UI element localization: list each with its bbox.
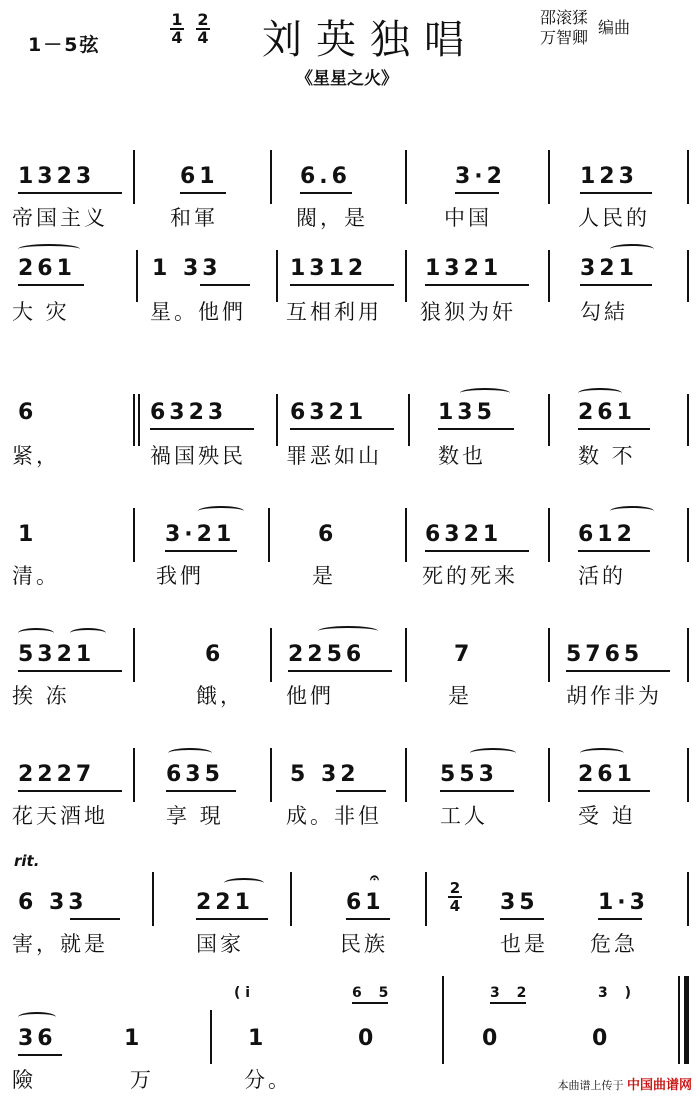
bar-line	[687, 394, 689, 446]
bar-line	[268, 508, 270, 562]
lyric: 数也	[438, 444, 486, 468]
measure-notes: 612	[578, 522, 636, 547]
subtitle: 《星星之火》	[296, 69, 398, 89]
bar-line	[270, 150, 272, 204]
watermark-brand: 中国曲谱网	[626, 1078, 692, 1093]
measure-notes: 0	[592, 1026, 612, 1051]
slur	[470, 748, 516, 758]
bar-line	[687, 250, 689, 302]
beam	[18, 284, 84, 286]
lyric: 中国	[444, 206, 492, 230]
lyric: 餓，	[196, 684, 244, 708]
accompaniment-notes: 3 2	[490, 985, 533, 1001]
slur	[70, 628, 106, 638]
lyric: 国家	[196, 932, 244, 956]
measure-notes: 1	[248, 1026, 268, 1051]
bar-line	[133, 394, 135, 446]
lyric: 挨 冻	[12, 684, 70, 708]
beam	[290, 428, 394, 430]
measure-notes: 1	[124, 1026, 144, 1051]
beam	[580, 192, 652, 194]
slur	[610, 506, 654, 516]
bar-line	[548, 748, 550, 802]
beam	[578, 790, 650, 792]
beam	[336, 790, 386, 792]
lyric: 民族	[340, 932, 388, 956]
slur	[18, 1012, 56, 1022]
arranger-credit: 编曲	[598, 18, 631, 37]
measure-notes: 123	[580, 164, 638, 189]
measure-notes: 3·2	[455, 164, 506, 189]
time-signature-change: $\frac{2}{4}$	[449, 879, 461, 915]
measure-notes: 1323	[18, 164, 96, 189]
slur	[18, 244, 80, 254]
bar-line	[133, 628, 135, 682]
beam	[288, 670, 392, 672]
lyric: 享 現	[166, 804, 224, 828]
measure-notes: 1321	[425, 256, 503, 281]
lyric: 危急	[590, 932, 638, 956]
lyric: 閥，是	[296, 206, 368, 230]
final-bar-thin	[678, 976, 680, 1064]
lyric: 紧，	[12, 444, 60, 468]
beam	[580, 284, 652, 286]
measure-notes: 6	[318, 522, 338, 547]
measure-notes: 36	[18, 1026, 57, 1051]
beam	[500, 918, 544, 920]
beam	[290, 284, 394, 286]
measure-notes: 2227	[18, 762, 96, 787]
measure-notes: 221	[196, 890, 254, 915]
beam	[346, 918, 390, 920]
beam	[180, 192, 226, 194]
bar-line	[133, 508, 135, 562]
lyric: 人民的	[578, 206, 650, 230]
bar-line	[442, 976, 444, 1064]
bar-line	[425, 872, 427, 926]
bar-line	[405, 150, 407, 204]
bar-line	[133, 748, 135, 802]
lyric: 也是	[500, 932, 548, 956]
slur	[224, 878, 264, 888]
beam	[300, 192, 352, 194]
time-signature-2: $\frac{2}{4}$	[197, 10, 209, 47]
measure-notes: 135	[438, 400, 496, 425]
bar-line	[270, 748, 272, 802]
lyric: 死的死来	[422, 564, 518, 588]
lyric: 星。他們	[150, 300, 246, 324]
lyric: 險	[12, 1068, 36, 1092]
lyric: 花天酒地	[12, 804, 108, 828]
slur	[610, 244, 654, 254]
bar-line	[276, 394, 278, 446]
measure-notes: 1·3	[598, 890, 649, 915]
accompaniment-notes: 6 5	[352, 985, 395, 1001]
beam	[438, 428, 514, 430]
measure-notes: 0	[358, 1026, 378, 1051]
lyric: 和軍	[170, 206, 218, 230]
bar-line	[548, 508, 550, 562]
measure-notes: 6.6	[300, 164, 351, 189]
bar-line	[270, 628, 272, 682]
slur	[318, 626, 378, 636]
lyric: 勾結	[580, 300, 628, 324]
bar-line	[405, 250, 407, 302]
lyric: 害，就是	[12, 932, 108, 956]
watermark-text: 本曲谱上传于	[557, 1079, 624, 1092]
bar-line	[405, 508, 407, 562]
measure-notes: 2256	[288, 642, 366, 667]
measure-notes: 6	[205, 642, 225, 667]
lyric: 是	[448, 684, 472, 708]
bar-line	[548, 628, 550, 682]
bar-line	[290, 872, 292, 926]
lyric: 他們	[286, 684, 334, 708]
bar-line	[405, 628, 407, 682]
bar-line	[548, 250, 550, 302]
lyric: 禍国殃民	[150, 444, 246, 468]
measure-notes: 61	[180, 164, 219, 189]
beam	[352, 1002, 388, 1004]
measure-notes: 7	[454, 642, 474, 667]
final-bar-thick	[684, 976, 689, 1064]
accompaniment-notes: 3 )	[598, 985, 638, 1001]
beam	[425, 550, 529, 552]
measure-notes: 261	[578, 762, 636, 787]
measure-notes: 5765	[566, 642, 644, 667]
measure-notes: 5 32	[290, 762, 360, 787]
measure-notes: 61	[346, 890, 385, 915]
lyric: 胡作非为	[566, 684, 662, 708]
measure-notes: 0	[482, 1026, 502, 1051]
lyric: 罪恶如山	[286, 444, 382, 468]
key-signature: 1－5弦	[28, 34, 101, 56]
beam	[18, 1054, 62, 1056]
beam	[200, 284, 250, 286]
lyric: 受 迫	[578, 804, 636, 828]
bar-line	[405, 748, 407, 802]
measure-notes: 6 33	[18, 890, 88, 915]
lyric: 狼狈为奸	[420, 300, 516, 324]
bar-line	[687, 508, 689, 562]
bar-line	[133, 150, 135, 204]
measure-notes: 321	[580, 256, 638, 281]
time-signature-1: $\frac{1}{4}$	[171, 10, 183, 47]
measure-notes: 6	[18, 400, 38, 425]
lyric: 工人	[440, 804, 488, 828]
beam	[165, 550, 237, 552]
beam	[18, 192, 122, 194]
measure-notes: 1 33	[152, 256, 222, 281]
slur	[460, 388, 510, 398]
measure-notes: 3·21	[165, 522, 236, 547]
bar-line	[136, 250, 138, 302]
beam	[578, 550, 650, 552]
fermata-icon: 𝄐	[370, 868, 379, 887]
bar-line	[210, 1010, 212, 1064]
slur	[580, 748, 624, 758]
lyric: 清。	[12, 564, 60, 588]
measure-notes: 1312	[290, 256, 368, 281]
beam	[598, 918, 642, 920]
watermark	[557, 1074, 692, 1093]
bar-line	[138, 394, 140, 446]
ritardando-marking: rit.	[14, 852, 40, 870]
measure-notes: 261	[578, 400, 636, 425]
lyric: 是	[312, 564, 336, 588]
lyric: 分。	[244, 1068, 292, 1092]
bar-line	[408, 394, 410, 446]
measure-notes: 35	[500, 890, 539, 915]
accompaniment-notes: ( i	[234, 985, 251, 1001]
beam	[150, 428, 254, 430]
measure-notes: 1	[18, 522, 38, 547]
lyric: 活的	[578, 564, 626, 588]
lyric: 数 不	[578, 444, 636, 468]
beam	[490, 1002, 526, 1004]
measure-notes: 6321	[425, 522, 503, 547]
beam	[455, 192, 499, 194]
bar-line	[687, 628, 689, 682]
measure-notes: 6321	[290, 400, 368, 425]
measure-notes: 5321	[18, 642, 96, 667]
bar-line	[276, 250, 278, 302]
beam	[578, 428, 650, 430]
measure-notes: 635	[166, 762, 224, 787]
measure-notes: 6323	[150, 400, 228, 425]
lyric: 我們	[156, 564, 204, 588]
beam	[18, 670, 122, 672]
lyric: 帝国主义	[12, 206, 108, 230]
bar-line	[687, 748, 689, 802]
slur	[18, 628, 54, 638]
bar-line	[548, 394, 550, 446]
beam	[18, 790, 122, 792]
measure-notes: 553	[440, 762, 498, 787]
lyric: 成。非但	[286, 804, 382, 828]
lyric: 大 灾	[12, 300, 70, 324]
slur	[198, 506, 244, 516]
lyric: 互相利用	[286, 300, 382, 324]
slur	[168, 748, 212, 758]
slur	[578, 388, 622, 398]
bar-line	[152, 872, 154, 926]
beam	[566, 670, 670, 672]
lyric: 万	[130, 1068, 154, 1092]
beam	[166, 790, 236, 792]
page-title: 刘英独唱	[262, 17, 478, 63]
beam	[196, 918, 268, 920]
beam	[425, 284, 529, 286]
beam	[70, 918, 120, 920]
bar-line	[687, 872, 689, 926]
beam	[440, 790, 514, 792]
measure-notes: 261	[18, 256, 76, 281]
composer-2: 万智卿	[540, 28, 589, 47]
bar-line	[548, 150, 550, 204]
composer-1: 邵滚猱	[540, 8, 589, 27]
bar-line	[687, 150, 689, 204]
